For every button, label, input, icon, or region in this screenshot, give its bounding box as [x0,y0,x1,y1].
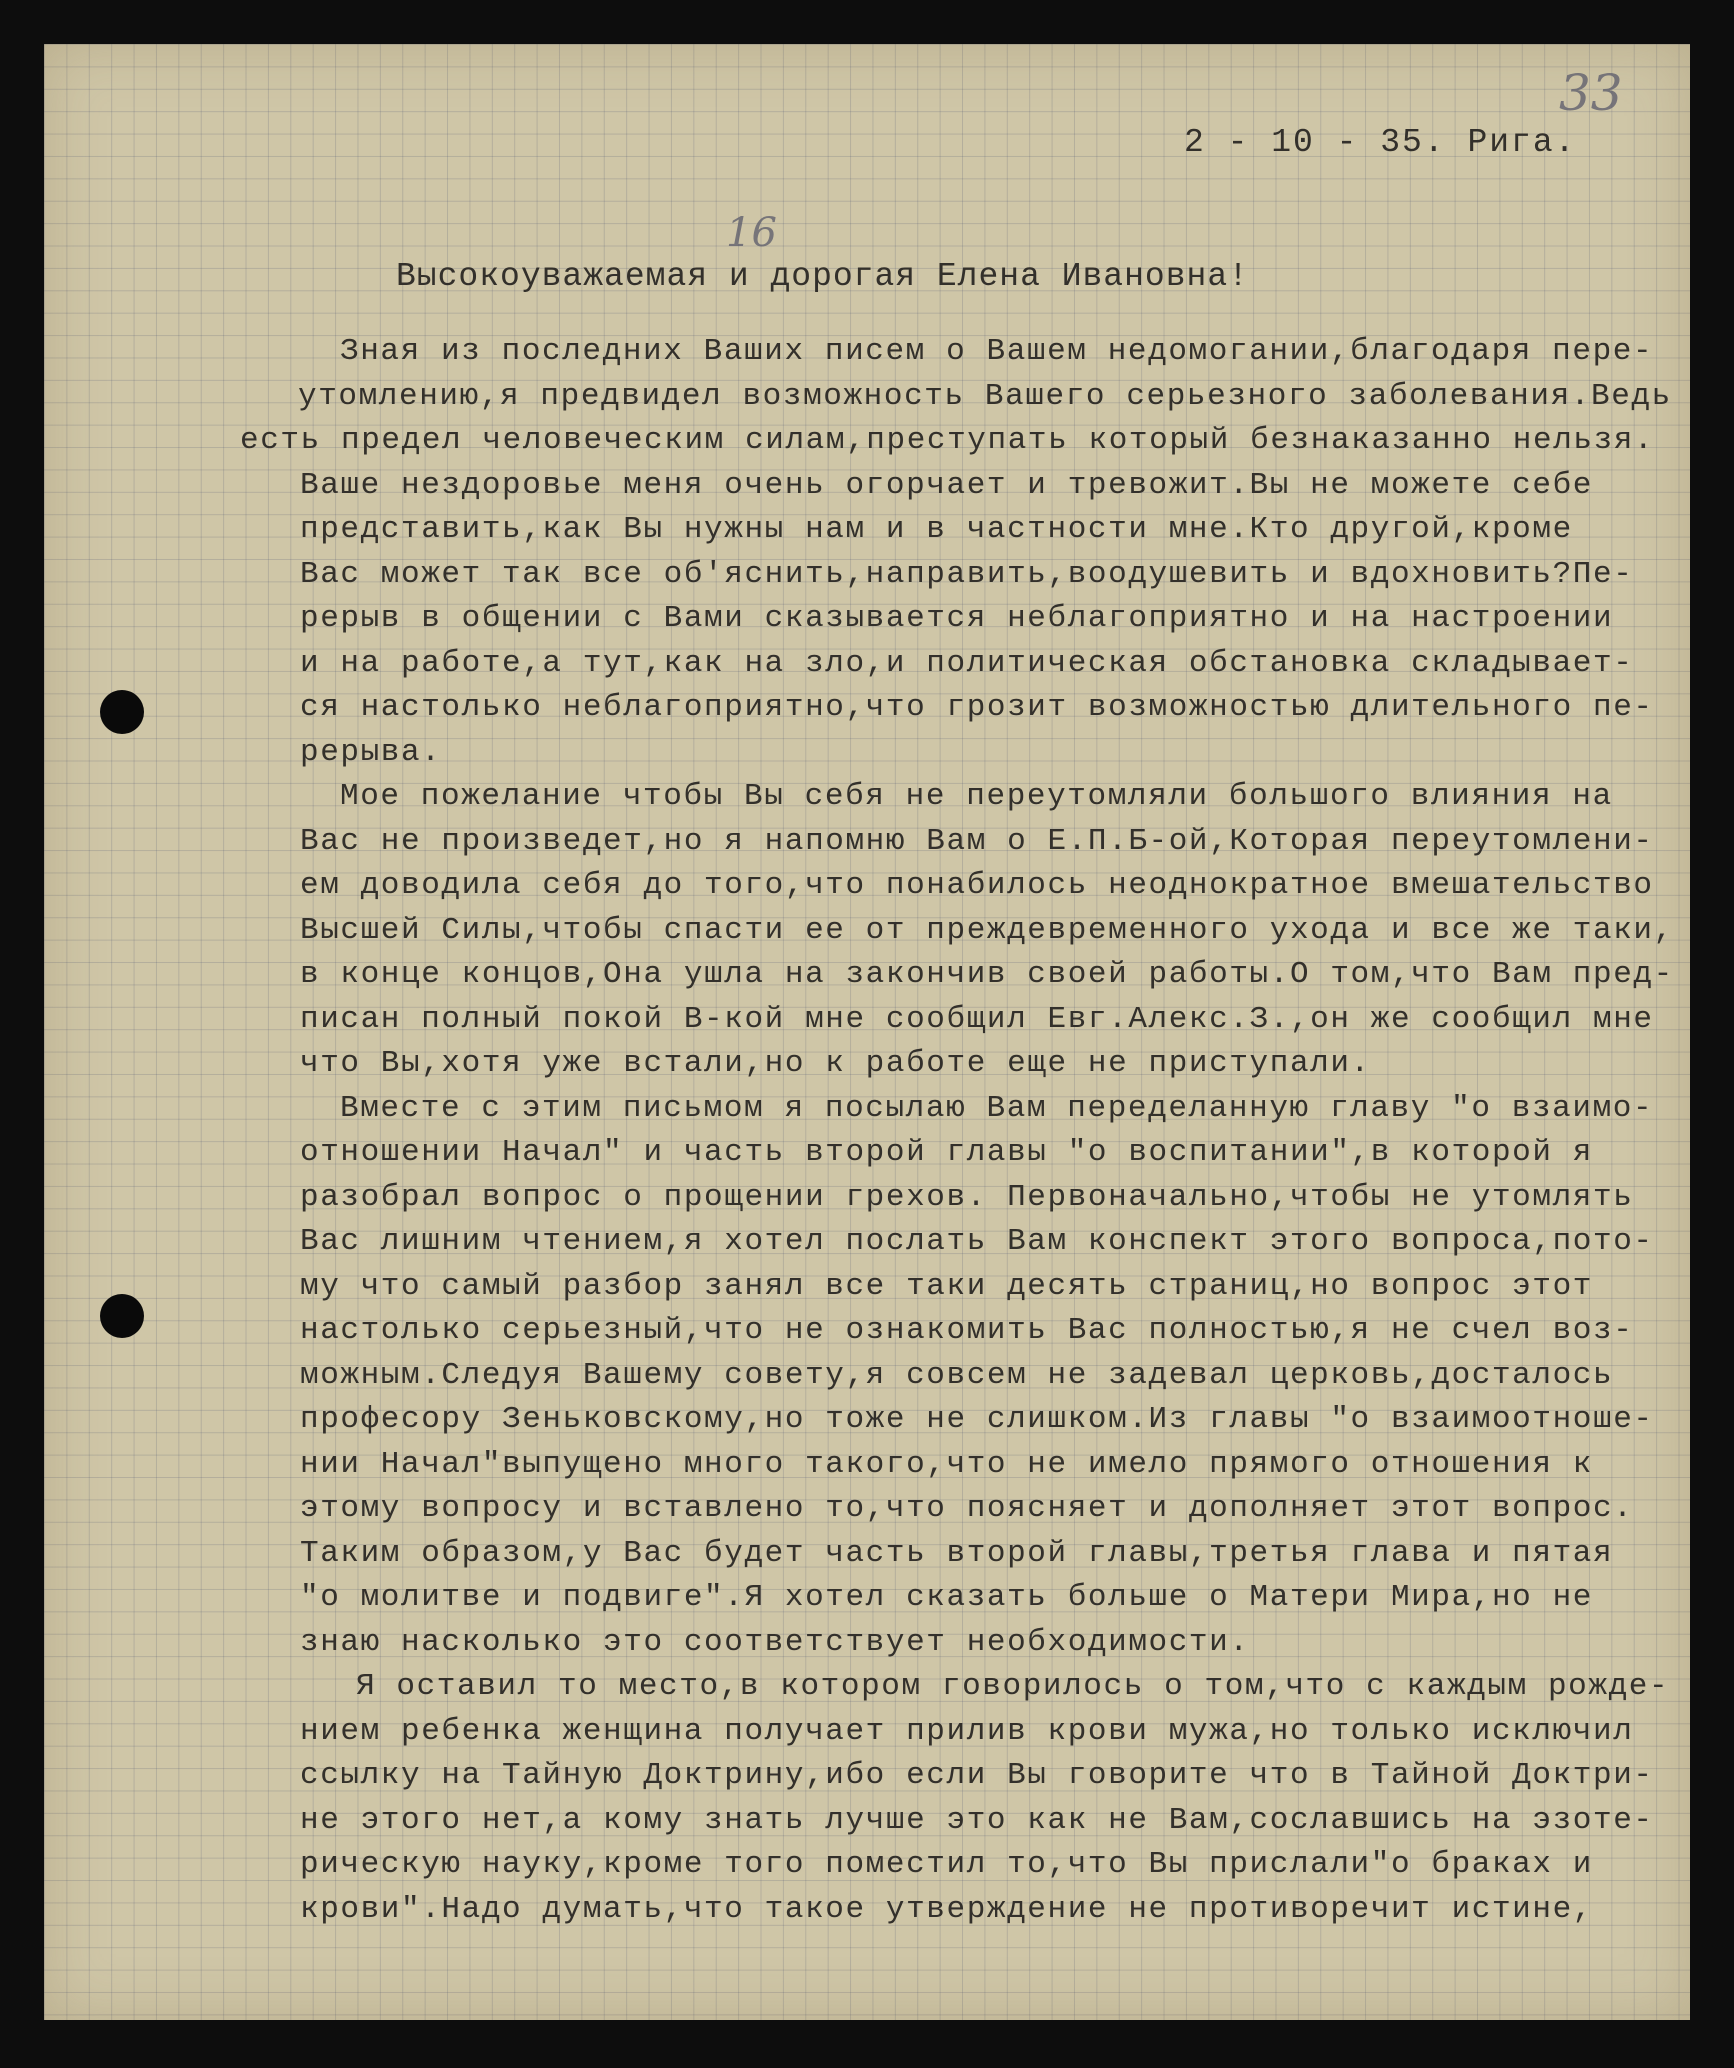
text-line: Высшей Силы,чтобы спасти ее от преждевременного ухода и все же таки, [300,912,1674,948]
text-line: Мое пожелание чтобы Вы себя не переутомляли большого влияния на [340,779,1613,814]
date-line: 2 - 10 - 35. Рига. [1184,124,1577,161]
salutation: Высокоуважаемая и дорогая Елена Ивановна! [396,258,1249,295]
text-line: рическую науку,кроме того поместил то,что Вы прислали"о браках и [300,1847,1593,1882]
text-line: му что самый разбор занял все таки десять страниц,но вопрос этот [300,1268,1593,1304]
text-line: "о молитве и подвиге".Я хотел сказать больше о Матери Мира,но не [300,1580,1593,1615]
text-line: Вас лишним чтением,я хотел послать Вам конспект этого вопроса,пото- [300,1224,1654,1259]
page-number: 33 [1559,64,1623,122]
text-line: Ваше нездоровье меня очень огорчает и тревожит.Вы не можете себе [300,467,1593,503]
text-line: ся настолько неблагоприятно,что грозит возможностью длительного пе- [300,690,1654,725]
archive-number: 16 [726,210,777,256]
text-line: разобрал вопрос о прощении грехов. Первоначально,чтобы не утомлять [300,1179,1634,1215]
text-line: есть предел человеческим силам,преступать который безнаказанно нельзя. [240,423,1655,458]
text-line: настолько серьезный,что не ознакомить Вас полностью,я не счел воз- [300,1313,1634,1348]
text-line: рерыв в общении с Вами сказывается неблагоприятно и на настроении [300,601,1614,636]
text-line: Вас может так все об'яснить,направить,воодушевить и вдохновить?Пе- [300,556,1634,592]
text-line: крови".Надо думать,что такое утверждение не противоречит истине, [300,1891,1593,1927]
text-line: Вместе с этим письмом я посылаю Вам переделанную главу "о взаимо- [340,1090,1654,1126]
text-line: нии Начал"выпущено много такого,что не имело прямого отношения к [300,1446,1593,1482]
text-line: что Вы,хотя уже встали,но к работе еще не приступали. [300,1046,1371,1081]
text-line: этому вопросу и вставлено то,что поясняет и дополняет этот вопрос. [300,1491,1634,1526]
text-line: ссылку на Тайную Доктрину,ибо если Вы говорите что в Тайной Доктри- [300,1758,1654,1793]
text-line: утомлению,я предвидел возможность Вашего серьезного заболевания.Ведь [298,378,1672,414]
text-line: ем доводила себя до того,что понабилось неоднократное вмешательство [300,868,1654,903]
text-line: отношении Начал" и часть второй главы "о воспитании",в которой я [300,1135,1593,1170]
text-line: не этого нет,а кому знать лучше это как не Вам,сославшись на эзоте- [300,1802,1654,1838]
text-line: Таким образом,у Вас будет часть второй главы,третья глава и пятая [300,1535,1614,1571]
letter-page [44,44,1690,2020]
text-line: рерыва. [300,734,442,770]
text-line: представить,как Вы нужны нам и в частности мне.Кто другой,кроме [300,512,1573,547]
text-line: професору Зеньковскому,но тоже не слишком.Из главы "о взаимоотноше- [300,1402,1654,1437]
text-line: писан полный покой В-кой мне сообщил Евг.Алекс.З.,он же сообщил мне [300,1001,1654,1037]
letter-body [44,330,1690,1932]
text-line: нием ребенка женщина получает прилив крови мужа,но только исключил [300,1713,1634,1749]
text-line: Вас не произведет,но я напомню Вам о Е.П.Б-ой,Которая переутомлени- [300,823,1654,859]
text-line: можным.Следуя Вашему совету,я совсем не задевал церковь,досталось [300,1357,1614,1393]
text-line: Я оставил то место,в котором говорилось о том,что с каждым рожде- [356,1669,1670,1704]
text-line: и на работе,а тут,как на зло,и политическая обстановка складывает- [300,645,1634,681]
text-line: знаю насколько это соответствует необходимости. [300,1624,1250,1660]
text-line: в конце концов,Она ушла на закончив своей работы.О том,что Вам пред- [300,957,1674,992]
text-line: Зная из последних Ваших писем о Вашем недомогании,благодаря пере- [340,334,1654,369]
